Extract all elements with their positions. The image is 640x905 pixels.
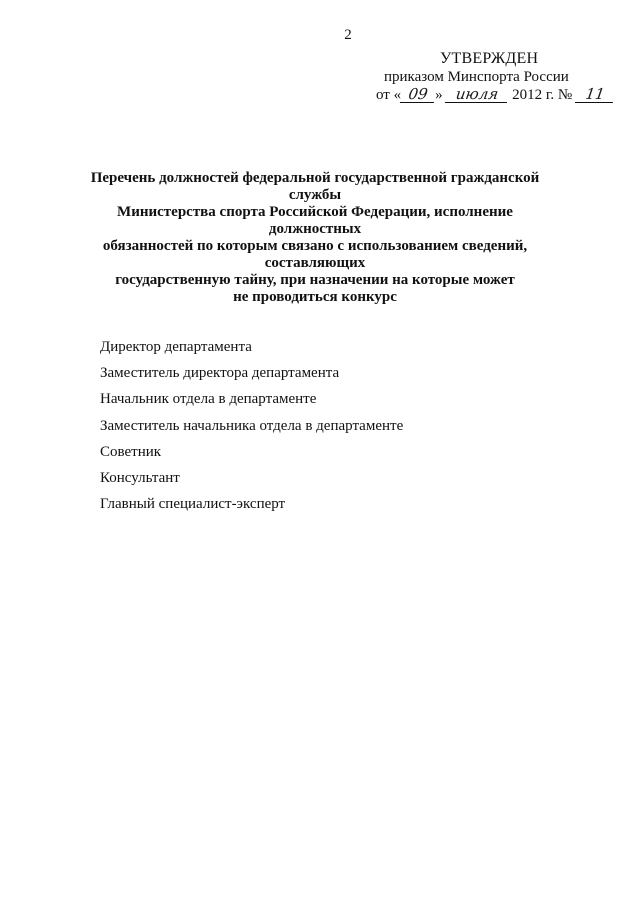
list-item: Начальник отдела в департаменте — [100, 391, 317, 408]
title-line: обязанностей по которым связано с использованием сведений, составляющих — [102, 238, 528, 271]
list-item: Заместитель директора департамента — [100, 365, 340, 382]
approved-heading: УТВЕРЖДЕН — [440, 50, 539, 67]
order-reference: приказом Минспорта России — [384, 69, 569, 85]
list-item: Директор департамента — [100, 339, 252, 355]
list-item: Консультант — [100, 469, 180, 486]
quote-close: » — [435, 87, 443, 103]
list-item: Заместитель начальника отдела в департаменте — [100, 417, 404, 434]
document-title — [80, 170, 550, 306]
date-prefix: от « — [376, 87, 402, 103]
list-item: Главный специалист-эксперт — [100, 496, 286, 513]
page-number: 2 — [344, 27, 352, 43]
positions-list — [100, 338, 403, 521]
handwritten-order-number: 11 — [575, 87, 615, 103]
title-line: не проводиться конкурс — [233, 289, 397, 305]
title-line: Перечень должностей федеральной государственной гражданской службы — [90, 170, 540, 203]
title-line: Министерства спорта Российской Федерации, исполнение должностных — [117, 204, 513, 237]
list-item: Советник — [100, 443, 162, 460]
title-line: государственную тайну, при назначении на которые может — [115, 272, 515, 288]
year-and-number-label: 2012 г. № — [512, 87, 573, 103]
approval-stamp — [370, 50, 610, 104]
handwritten-day: 09 — [400, 87, 436, 103]
order-date-line — [376, 86, 610, 104]
handwritten-month: июля — [445, 87, 509, 103]
